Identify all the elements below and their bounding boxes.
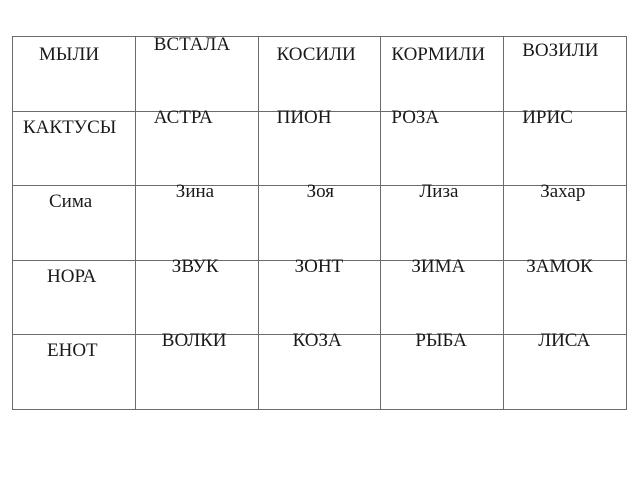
- table-cell: [13, 37, 136, 112]
- table-cell: [381, 106, 504, 186]
- table-row: [13, 260, 627, 335]
- cell-word: Зина: [175, 181, 215, 203]
- table-cell: [135, 34, 258, 112]
- table-cell: [504, 106, 627, 186]
- table-cell: [258, 106, 381, 186]
- cell-word: Зоя: [306, 181, 334, 203]
- cell-word: КОСИЛИ: [276, 44, 356, 65]
- cell-word: ЛИСА: [538, 330, 591, 352]
- cell-word: ВОЗИЛИ: [522, 40, 599, 61]
- cell-word: Сима: [49, 191, 93, 213]
- cell-word: ВОЛКИ: [161, 330, 227, 352]
- cell-word: НОРА: [47, 265, 97, 287]
- cell-word: Захар: [540, 181, 586, 203]
- cell-word: МЫЛИ: [39, 44, 100, 65]
- word-grid-body: [13, 34, 627, 410]
- cell-word: Лиза: [419, 181, 459, 203]
- table-row: [13, 111, 627, 186]
- table-cell: [258, 37, 381, 112]
- cell-word: ЕНОТ: [47, 340, 98, 362]
- table-cell: [135, 106, 258, 186]
- cell-word: РЫБА: [415, 330, 467, 352]
- table-cell: [381, 37, 504, 112]
- cell-word: ПИОН: [276, 106, 332, 128]
- cell-word: РОЗА: [391, 106, 440, 128]
- cell-word: ЗВУК: [171, 255, 219, 277]
- table-row: [13, 37, 627, 112]
- table-cell: [13, 260, 136, 335]
- table-cell: [13, 335, 136, 410]
- table-cell: [13, 186, 136, 261]
- cell-word: ИРИС: [522, 106, 573, 128]
- cell-word: АСТРА: [153, 106, 213, 128]
- cell-word: КОРМИЛИ: [391, 44, 486, 65]
- cell-word: ЗАМОК: [526, 255, 593, 277]
- word-grid-table: [12, 36, 627, 410]
- cell-word: ВСТАЛА: [153, 34, 231, 55]
- cell-word: КАКТУСЫ: [23, 116, 117, 138]
- cell-word: ЗИМА: [411, 255, 466, 277]
- table-row: [13, 335, 627, 410]
- table-cell: [504, 37, 627, 112]
- table-cell: [13, 111, 136, 186]
- cell-word: КОЗА: [292, 330, 342, 352]
- table-row: [13, 186, 627, 261]
- cell-word: ЗОНТ: [294, 255, 344, 277]
